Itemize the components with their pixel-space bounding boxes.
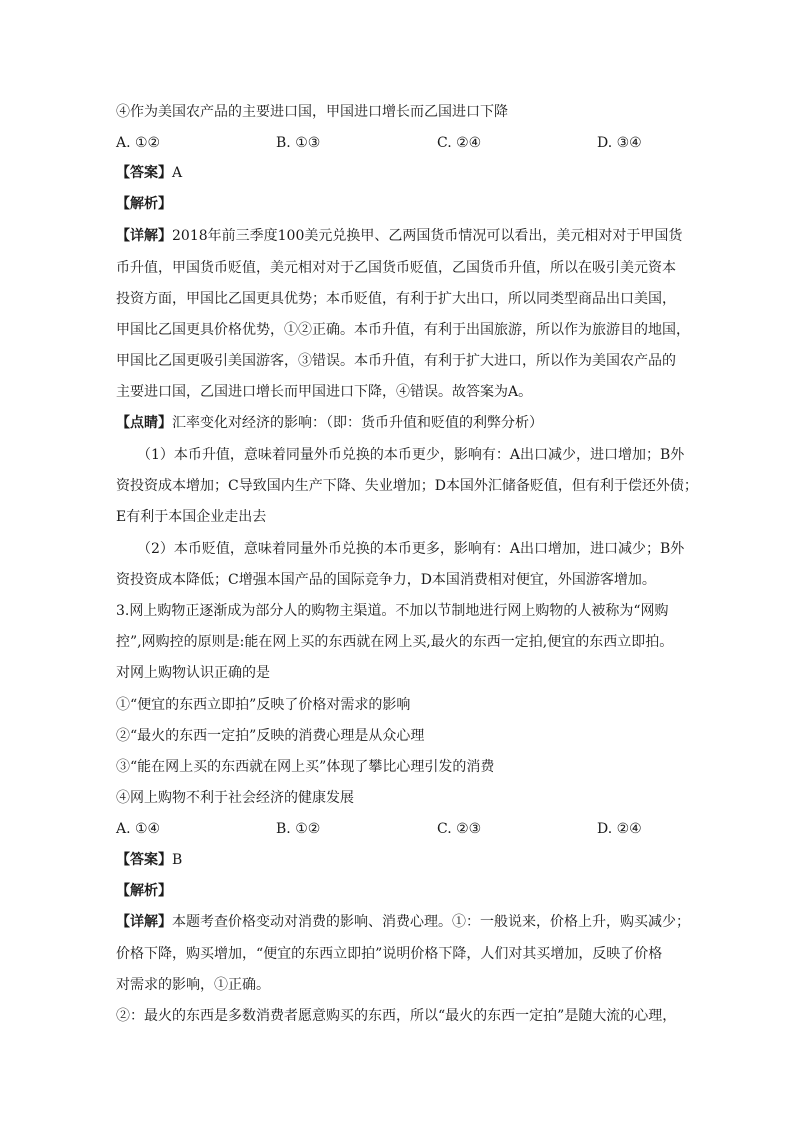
q3-statement-2: ②“最火的东西一定拍”反映的消费心理是从众心理 [116,728,425,744]
q2-choice-b: B. ①③ [276,135,321,151]
answer-tag: 【答案】 [116,852,172,868]
q2-answer [116,163,686,183]
q3-detail-line: 【详解】本题考查价格变动对消费的影响、消费心理。①：一般说来，价格上升，购买减少； [116,914,690,930]
detail-tag: 【详解】 [116,914,172,930]
q3-detail-line: 对需求的影响，①正确。 [116,977,270,993]
q3-analysis-tag: 【解析】 [116,883,172,899]
q3-stem-line: 3.网上购物正逐渐成为部分人的购物主渠道。不加以节制地进行网上购物的人被称为“网购 [116,603,669,619]
q2-tip-heading: 【点睛】汇率变化对经济的影响：（即：货币升值和贬值的利弊分析） [116,415,543,431]
tip-tag: 【点睛】 [116,415,172,431]
q2-detail-line: 主要进口国，乙国进口增长而甲国进口下降，④错误。故答案为A。 [116,384,533,400]
q2-choice-a: A. ①② [116,135,161,151]
answer-value: B [172,852,183,868]
q3-choice-a: A. ①④ [116,821,161,837]
q2-tip-line: E有利于本国企业走出去 [116,509,267,525]
q2-detail-line: 甲国比乙国更具价格优势，①②正确。本币升值，有利于出国旅游，所以作为旅游目的地国， [116,322,690,338]
q3-detail-line: 价格下降，购买增加，“便宜的东西立即拍”说明价格下降，人们对其买增加，反映了价格 [116,946,663,962]
q2-tip-line: 资投资成本增加；C导致国内生产下降、失业增加；D本国外汇储备贬值，但有利于偿还外债； [116,478,698,494]
detail-tag: 【详解】 [116,228,172,244]
q3-statement-1: ①“便宜的东西立即拍”反映了价格对需求的影响 [116,697,411,713]
q2-detail-line: 甲国比乙国更吸引美国游客，③错误。本币升值，有利于扩大进口，所以作为美国农产品的 [116,353,676,369]
answer-tag: 【答案】 [116,165,172,181]
q3-choice-c: C. ②③ [437,821,482,837]
q2-statement-4: ④作为美国农产品的主要进口国，甲国进口增长而乙国进口下降 [116,104,508,120]
q2-detail-line: 【详解】2018年前三季度100美元兑换甲、乙两国货币情况可以看出，美元相对对于甲国货 [116,228,683,244]
answer-value: A [172,165,183,181]
q2-tip-line: （1）本币升值，意味着同量外币兑换的本币更少，影响有：A出口减少，进口增加；B外 [137,447,685,463]
q3-detail-line: ②：最火的东西是多数消费者愿意购买的东西，所以“最火的东西一定拍”是随大流的心理， [116,1008,677,1024]
q3-stem-line: 对网上购物认识正确的是 [116,665,270,681]
q2-tip-line: （2）本币贬值，意味着同量外币兑换的本币更多，影响有：A出口增加，进口减少；B外 [137,541,685,557]
q3-choice-d: D. ②④ [597,821,642,837]
q2-tip-line: 资投资成本降低；C增强本国产品的国际竞争力，D本国消费相对便宜，外国游客增加。 [116,572,656,588]
q3-statement-4: ④网上购物不利于社会经济的健康发展 [116,790,354,806]
q2-detail-line: 币升值，甲国货币贬值，美元相对对于乙国货币贬值，乙国货币升值，所以在吸引美元资本 [116,260,676,276]
q3-choice-b: B. ①② [276,821,321,837]
q3-statement-3: ③“能在网上买的东西就在网上买”体现了攀比心理引发的消费 [116,759,495,775]
q3-answer [116,850,686,870]
q2-choice-d: D. ③④ [597,135,642,151]
q3-stem-line: 控”,网购控的原则是:能在网上买的东西就在网上买,最火的东西一定拍,便宜的东西立即拍。 [116,634,674,650]
q2-choice-c: C. ②④ [437,135,482,151]
q2-detail-line: 投资方面，甲国比乙国更具优势；本币贬值，有利于扩大出口，所以同类型商品出口美国， [116,291,676,307]
q2-analysis-tag: 【解析】 [116,196,172,212]
